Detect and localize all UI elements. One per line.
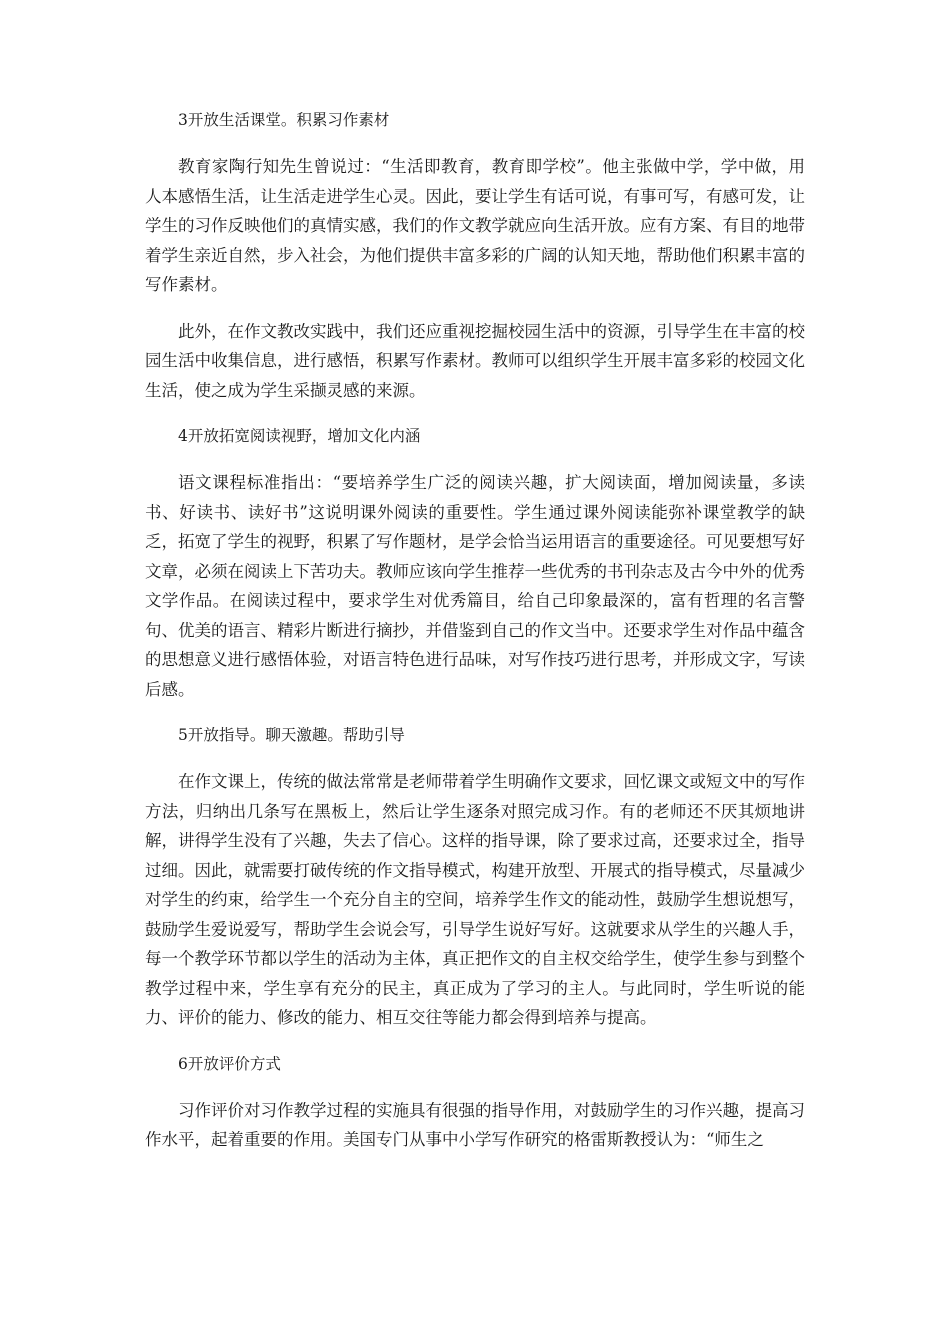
document-body [145, 106, 805, 1172]
paragraph: 语文课程标准指出：“要培养学生广泛的阅读兴趣，扩大阅读面，增加阅读量，多读书、好读书、读好书”这说明课外阅读的重要性。学生通过课外阅读能弥补课堂教学的缺乏，拓宽了学生的视野，积累了写作题材，是学会恰当运用语言的重要途径。可见要想写好文章，必须在阅读上下苦功夫。教师应该向学生推荐一些优秀的书刊杂志及古今中外的优秀文学作品。在阅读过程中，要求学生对优秀篇目，给自己印象最深的，富有哲理的名言警句、优美的语言、精彩片断进行摘抄，并借鉴到自己的作文当中。还要求学生对作品中蕴含的思想意义进行感悟体验，对语言特色进行品味，对写作技巧进行思考，并形成文字，写读后感。 [145, 473, 805, 699]
paragraph: 此外，在作文教改实践中，我们还应重视挖掘校园生活中的资源，引导学生在丰富的校园生活中收集信息，进行感悟，积累写作素材。教师可以组织学生开展丰富多彩的校园文化生活，使之成为学生采撷灵感的来源。 [145, 321, 805, 400]
paragraph: 在作文课上，传统的做法常常是老师带着学生明确作文要求，回忆课文或短文中的写作方法，归纳出几条写在黑板上，然后让学生逐条对照完成习作。有的老师还不厌其烦地讲解，讲得学生没有了兴趣，失去了信心。这样的指导课，除了要求过高，还要求过全，指导过细。因此，就需要打破传统的作文指导模式，构建开放型、开展式的指导模式，尽量减少对学生的约束，给学生一个充分自主的空间，培养学生作文的能动性，鼓励学生想说想写，鼓励学生爱说爱写，帮助学生会说会写，引导学生说好写好。这就要求从学生的兴趣人手，每一个教学环节都以学生的活动为主体，真正把作文的自主权交给学生，使学生参与到整个教学过程中来，学生享有充分的民主，真正成为了学习的主人。与此同时，学生听说的能力、评价的能力、修改的能力、相互交往等能力都会得到培养与提高。 [145, 772, 805, 1027]
section-heading: 3开放生活课堂。积累习作素材 [178, 111, 390, 129]
section-heading: 4开放拓宽阅读视野，增加文化内涵 [178, 427, 421, 445]
section-3 [145, 106, 805, 405]
section-4 [145, 422, 805, 704]
paragraph: 教育家陶行知先生曾说过：“生活即教育，教育即学校”。他主张做中学，学中做，用人本感悟生活，让生活走进学生心灵。因此，要让学生有话可说，有事可写，有感可发，让学生的习作反映他们的真情实感，我们的作文教学就应向生活开放。应有方案、有目的地带着学生亲近自然，步入社会，为他们提供丰富多彩的广阔的认知天地，帮助他们积累丰富的写作素材。 [145, 157, 805, 294]
section-heading: 6开放评价方式 [178, 1054, 281, 1073]
section-6 [145, 1050, 805, 1155]
paragraph: 习作评价对习作教学过程的实施具有很强的指导作用，对鼓励学生的习作兴趣，提高习作水平，起着重要的作用。美国专门从事中小学写作研究的格雷斯教授认为：“师生之 [145, 1100, 805, 1149]
section-5 [145, 721, 805, 1033]
section-heading: 5开放指导。聊天激趣。帮助引导 [178, 726, 405, 744]
